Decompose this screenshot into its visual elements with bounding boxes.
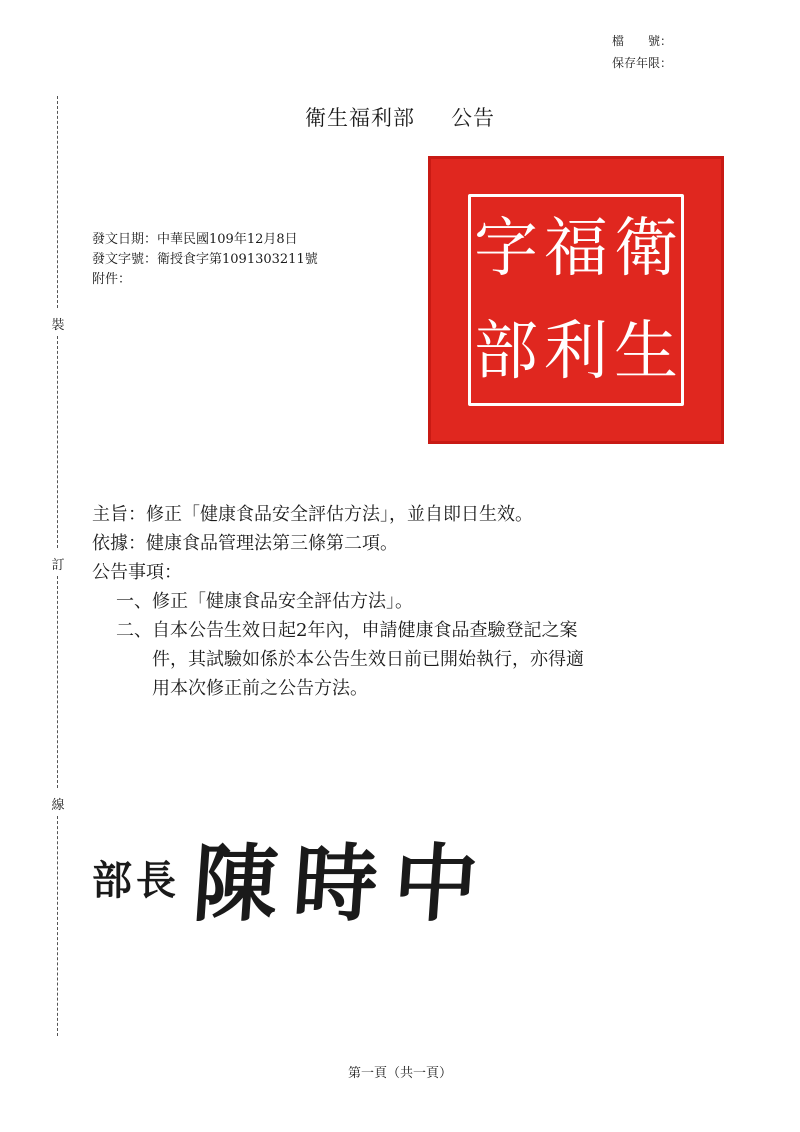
announcement-item-2-continued: 用本次修正前之公告方法。 xyxy=(152,678,368,699)
binding-char-zhuang: 裝 xyxy=(48,314,68,333)
retention-period-label: 保存年限： xyxy=(611,56,672,70)
seal-char: 字 xyxy=(474,211,538,286)
minister-signature xyxy=(92,822,497,933)
seal-char: 部 xyxy=(474,314,538,389)
archive-info xyxy=(612,30,672,74)
document-type: 公告 xyxy=(451,106,495,130)
seal-char: 生 xyxy=(614,314,678,389)
official-seal xyxy=(428,156,724,444)
document-title xyxy=(0,102,800,132)
issuance-meta xyxy=(92,230,318,290)
seal-char: 衛 xyxy=(614,211,678,286)
binding-line xyxy=(57,336,58,548)
agency-name: 衛生福利部 xyxy=(305,106,415,130)
announcement-item-1: 一、修正「健康食品安全評估方法」。 xyxy=(116,591,413,612)
seal-char: 福 xyxy=(544,211,608,286)
binding-line xyxy=(57,576,58,788)
issue-number: 發文字號：衛授食字第1091303211號 xyxy=(92,252,318,267)
signature-title: 部長 xyxy=(92,857,180,904)
seal-frame xyxy=(468,194,684,406)
binding-line xyxy=(57,816,58,1036)
announcement-body xyxy=(92,500,712,703)
attachment-label: 附件： xyxy=(92,272,132,287)
basis-line: 依據：健康食品管理法第三條第二項。 xyxy=(92,533,398,554)
binding-char-ding: 訂 xyxy=(48,554,68,573)
announcement-item-2-continued: 件，其試驗如係於本公告生效日前已開始執行，亦得適 xyxy=(152,649,584,670)
binding-margin xyxy=(40,96,76,1036)
file-number-label: 檔 號： xyxy=(611,34,672,48)
items-heading: 公告事項： xyxy=(92,562,182,583)
signature-name: 陳時中 xyxy=(190,834,497,933)
announcement-item-2: 二、自本公告生效日起2年內，申請健康食品查驗登記之案 xyxy=(116,620,578,641)
subject-line: 主旨：修正「健康食品安全評估方法」，並自即日生效。 xyxy=(92,504,533,525)
seal-char: 利 xyxy=(544,314,608,389)
page-number: 第一頁（共一頁） xyxy=(347,1066,452,1081)
issue-date: 發文日期：中華民國109年12月8日 xyxy=(92,232,298,247)
binding-char-xian: 線 xyxy=(48,794,68,813)
